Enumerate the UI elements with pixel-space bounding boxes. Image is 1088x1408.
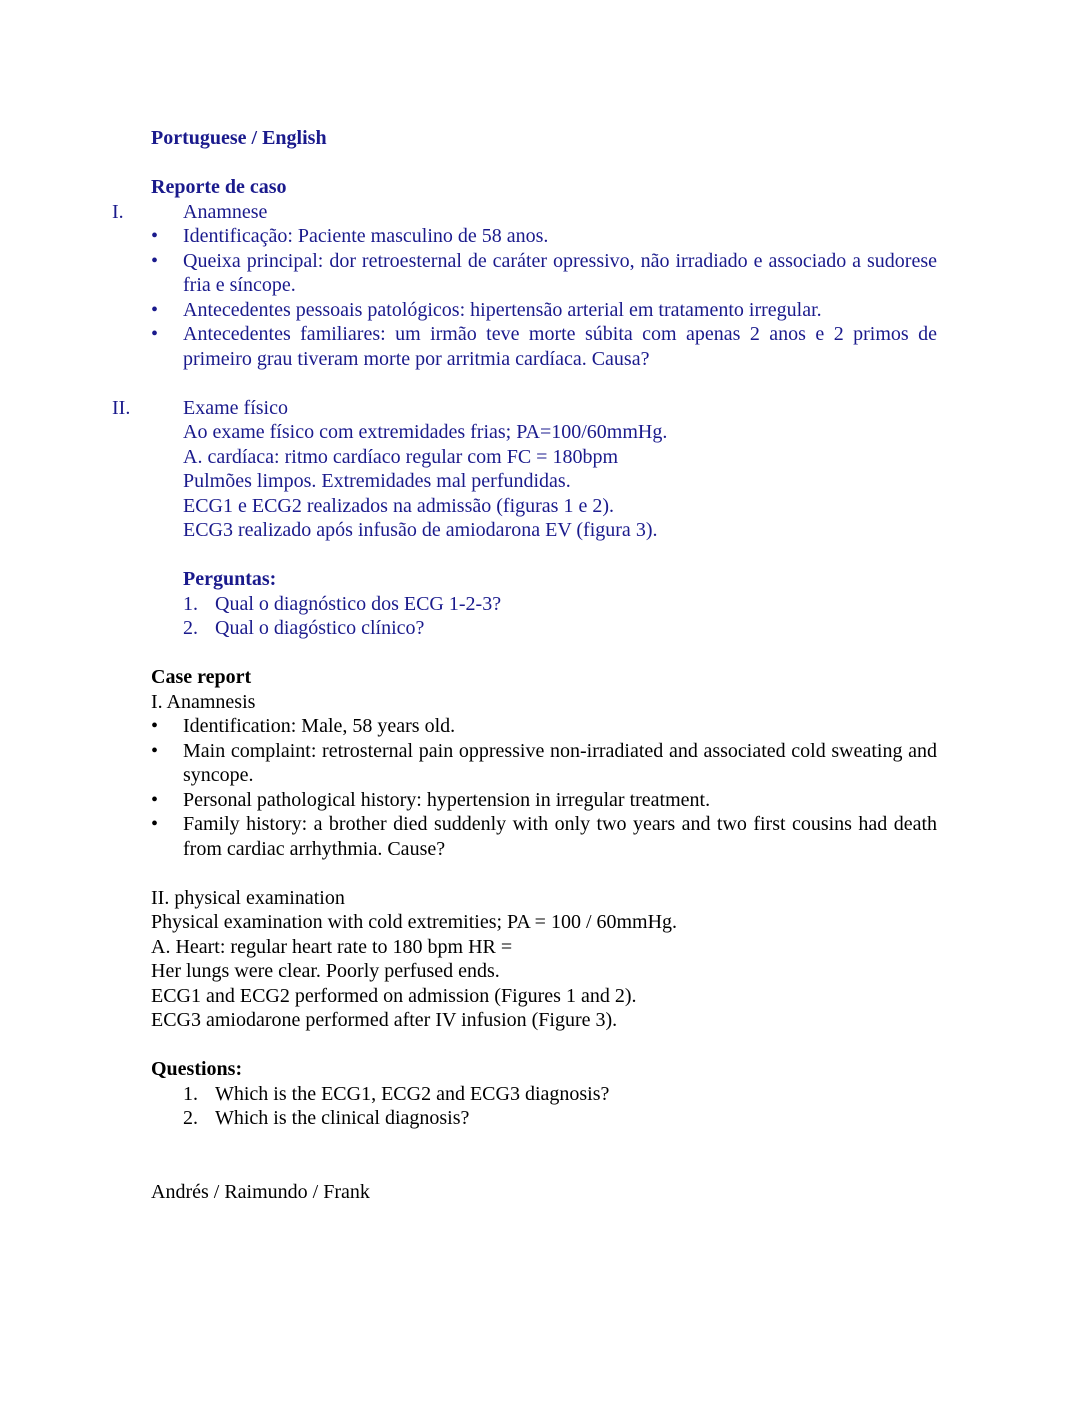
list-item <box>183 616 937 641</box>
bullet-icon: • <box>151 813 159 835</box>
list-item <box>151 812 937 861</box>
en-exam-line: Physical examination with cold extremities; PA = 100 / 60mmHg. <box>151 911 678 933</box>
pt-questions-heading: Perguntas: <box>183 568 277 590</box>
pt-exame-line: Ao exame físico com extremidades frias; PA=100/60mmHg. <box>183 421 668 443</box>
list-item <box>151 298 937 323</box>
bullet-icon: • <box>151 225 159 247</box>
question-text: Qual o diagnóstico dos ECG 1-2-3? <box>215 592 502 615</box>
question-number: 2. <box>183 1107 198 1129</box>
pt-bullet-text: Identificação: Paciente masculino de 58 anos. <box>183 225 549 247</box>
bullet-icon: • <box>151 323 159 345</box>
pt-exame-heading <box>112 396 937 421</box>
bullet-icon: • <box>151 715 159 737</box>
en-bullet-text: Main complaint: retrosternal pain oppressive non-irradiated and associated cold sweating and syncope. <box>183 739 937 786</box>
pt-anamnese-heading <box>112 200 937 225</box>
question-text: Which is the ECG1, ECG2 and ECG3 diagnosis? <box>215 1082 610 1105</box>
pt-exame-line: ECG3 realizado após infusão de amiodarona EV (figura 3). <box>183 519 658 541</box>
list-item <box>151 714 937 739</box>
document-title: Portuguese / English <box>151 127 327 149</box>
authors-line: Andrés / Raimundo / Frank <box>151 1180 370 1203</box>
en-anamnesis-heading: I. Anamnesis <box>151 690 256 713</box>
en-bullet-text: Personal pathological history: hypertension in irregular treatment. <box>183 788 711 811</box>
list-item <box>151 249 937 298</box>
en-bullet-text: Family history: a brother died suddenly with only two years and two first cousins had death from cardiac arrhythmia. Cause? <box>183 813 937 860</box>
en-heading: Case report <box>151 666 252 688</box>
bullet-icon: • <box>151 788 159 811</box>
question-number: 1. <box>183 592 198 615</box>
list-item <box>151 739 937 788</box>
pt-bullet-text: Antecedentes familiares: um irmão teve morte súbita com apenas 2 anos e 2 primos de primeiro grau tiveram morte por arritmia cardíaca. Causa? <box>183 323 937 370</box>
en-exam-line: Her lungs were clear. Poorly perfused ends. <box>151 960 500 982</box>
portuguese-section <box>112 175 937 641</box>
document-page <box>112 126 937 1204</box>
pt-exame-label: Exame físico <box>183 396 288 419</box>
pt-bullet-text: Antecedentes pessoais patológicos: hipertensão arterial em tratamento irregular. <box>183 298 822 321</box>
en-exam-line: II. physical examination <box>151 886 345 909</box>
pt-exame-line: A. cardíaca: ritmo cardíaco regular com FC = 180bpm <box>183 445 619 468</box>
pt-heading: Reporte de caso <box>151 176 287 198</box>
bullet-icon: • <box>151 739 159 762</box>
en-exam-line: ECG3 amiodarone performed after IV infusion (Figure 3). <box>151 1009 618 1031</box>
bullet-icon: • <box>151 298 159 321</box>
pt-anamnese-label: Anamnese <box>183 200 268 223</box>
en-bullet-text: Identification: Male, 58 years old. <box>183 715 456 737</box>
bullet-icon: • <box>151 249 159 272</box>
list-item <box>151 788 937 813</box>
pt-bullet-text: Queixa principal: dor retroesternal de caráter opressivo, não irradiado e associado a sudorese fria e síncope. <box>183 249 937 296</box>
list-item <box>183 1106 937 1131</box>
pt-exame-line: ECG1 e ECG2 realizados na admissão (figuras 1 e 2). <box>183 494 614 517</box>
english-section <box>151 665 937 1131</box>
list-item <box>183 592 937 617</box>
pt-exame-body <box>151 420 937 641</box>
question-text: Which is the clinical diagnosis? <box>215 1107 470 1129</box>
pt-exame-number: II. <box>112 396 131 419</box>
list-item <box>151 322 937 371</box>
list-item <box>151 224 937 249</box>
pt-exame-line: Pulmões limpos. Extremidades mal perfundidas. <box>183 470 571 492</box>
en-questions-heading: Questions: <box>151 1058 243 1080</box>
en-exam-line: A. Heart: regular heart rate to 180 bpm HR = <box>151 935 513 958</box>
question-number: 1. <box>183 1082 198 1105</box>
question-number: 2. <box>183 617 198 639</box>
en-exam-line: ECG1 and ECG2 performed on admission (Figures 1 and 2). <box>151 984 637 1007</box>
question-text: Qual o diagóstico clínico? <box>215 617 425 639</box>
pt-anamnese-number: I. <box>112 200 124 223</box>
list-item <box>183 1082 937 1107</box>
en-questions-list <box>151 1082 937 1131</box>
